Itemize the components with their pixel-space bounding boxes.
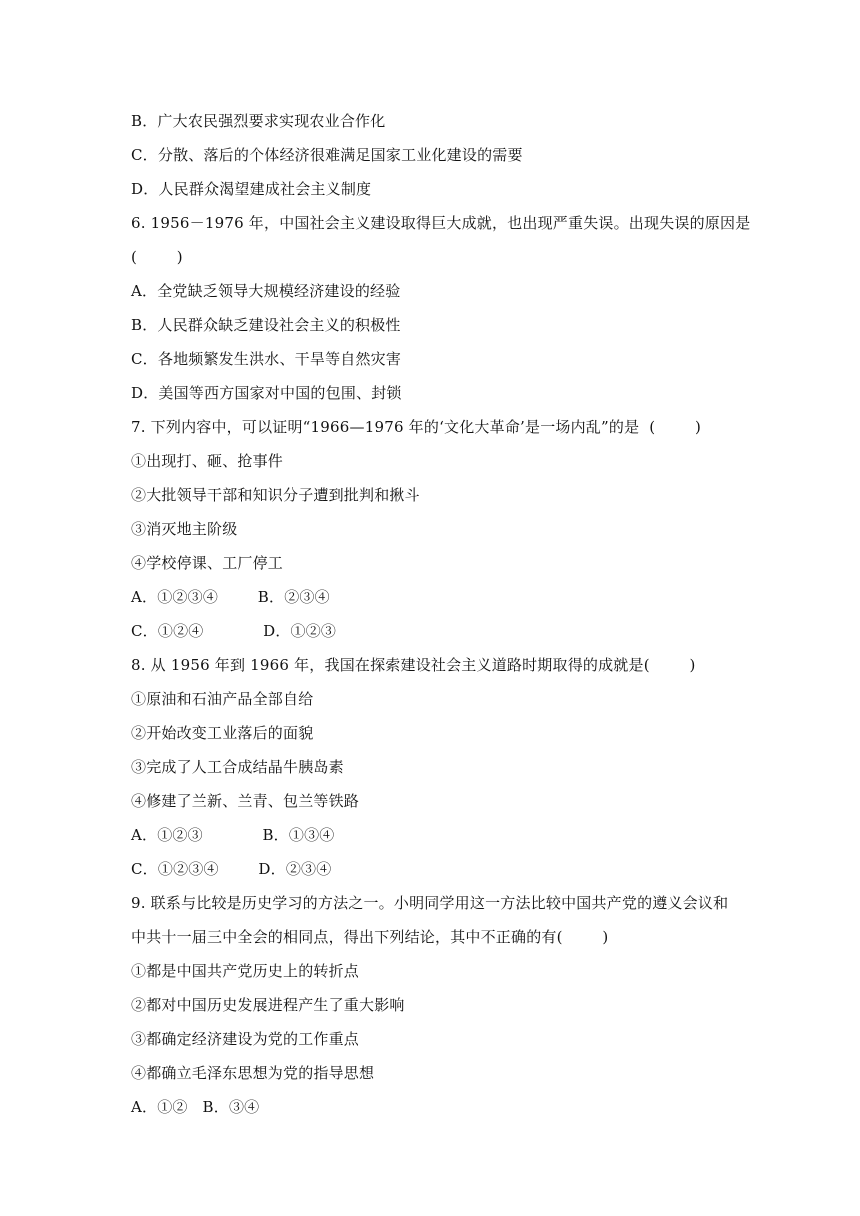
options-ab-q9: A．①② B．③④ (131, 1098, 260, 1116)
statement-1-q8: ①原油和石油产品全部自给 (131, 690, 314, 708)
statement-3-q7: ③消灭地主阶级 (131, 520, 238, 538)
statement-2-q8: ②开始改变工业落后的面貌 (131, 724, 314, 742)
statement-4-q9: ④都确立毛泽东思想为党的指导思想 (131, 1064, 375, 1082)
question-8-stem: 8. 从 1956 年到 1966 年，我国在探索建设社会主义道路时期取得的成就是( ) (131, 656, 696, 674)
statement-3-q9: ③都确定经济建设为党的工作重点 (131, 1030, 360, 1048)
question-7-stem: 7. 下列内容中，可以证明“1966—1976 年的‘文化大革命’是一场内乱”的是 ( ) (131, 418, 702, 436)
statement-4-q8: ④修建了兰新、兰青、包兰等铁路 (131, 792, 360, 810)
options-cd-q8: C．①②③④ D．②③④ (131, 860, 332, 878)
question-6-answer-blank: ( ) (131, 248, 183, 266)
statement-1-q7: ①出现打、砸、抢事件 (131, 452, 284, 470)
options-cd-q7: C．①②④ D．①②③ (131, 622, 337, 640)
option-b-q6: B．人民群众缺乏建设社会主义的积极性 (131, 316, 401, 334)
option-c-q6: C．各地频繁发生洪水、干旱等自然灾害 (131, 350, 402, 368)
option-a-q6: A．全党缺乏领导大规模经济建设的经验 (131, 282, 401, 300)
options-ab-q8: A．①②③ B．①③④ (131, 826, 335, 844)
statement-2-q9: ②都对中国历史发展进程产生了重大影响 (131, 996, 405, 1014)
statement-4-q7: ④学校停课、工厂停工 (131, 554, 284, 572)
question-9-stem-line-2: 中共十一届三中全会的相同点，得出下列结论，其中不正确的有( ) (131, 928, 609, 946)
option-c-q5: C．分散、落后的个体经济很难满足国家工业化建设的需要 (131, 146, 523, 164)
question-6-stem: 6. 1956－1976 年，中国社会主义建设取得巨大成就，也出现严重失误。出现失误的原因是 (131, 214, 751, 232)
option-d-q5: D．人民群众渴望建成社会主义制度 (131, 180, 372, 198)
options-ab-q7: A．①②③④ B．②③④ (131, 588, 330, 606)
statement-1-q9: ①都是中国共产党历史上的转折点 (131, 962, 360, 980)
question-9-stem-line-1: 9. 联系与比较是历史学习的方法之一。小明同学用这一方法比较中国共产党的遵义会议和 (131, 894, 729, 912)
statement-2-q7: ②大批领导干部和知识分子遭到批判和揪斗 (131, 486, 420, 504)
option-d-q6: D．美国等西方国家对中国的包围、封锁 (131, 384, 402, 402)
option-b-q5: B．广大农民强烈要求实现农业合作化 (131, 112, 386, 130)
statement-3-q8: ③完成了人工合成结晶牛胰岛素 (131, 758, 344, 776)
